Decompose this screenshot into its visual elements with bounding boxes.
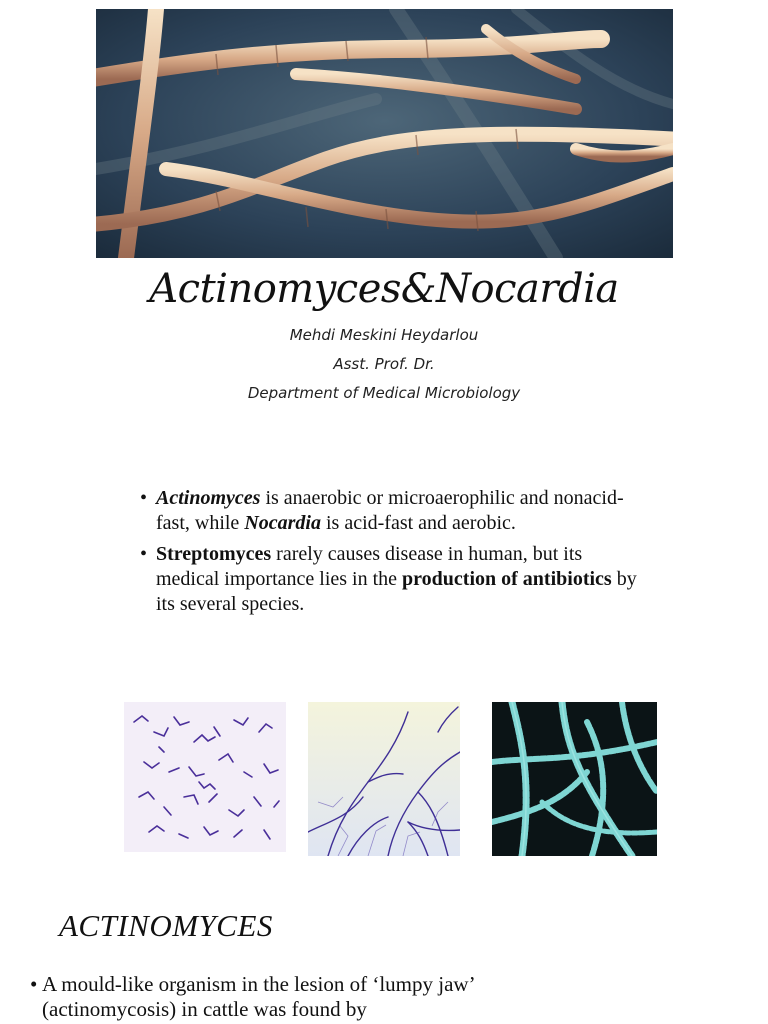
presentation-title: Actinomyces&Nocardia: [149, 266, 619, 312]
bullet-marker: •: [140, 487, 148, 509]
bullet-term: production of antibiotics: [402, 568, 612, 590]
author-name: Mehdi Meskini Heydarlou: [289, 326, 479, 344]
bullet-text: is acid-fast and aerobic.: [320, 512, 516, 534]
author-department: Department of Medical Microbiology: [247, 384, 521, 402]
section-bullet: [30, 972, 512, 1022]
author-rank: Asst. Prof. Dr.: [333, 355, 435, 373]
bullet-text: by its several species.: [156, 568, 637, 615]
streptomyces-render: [492, 702, 657, 856]
bullet-item: [140, 486, 640, 536]
bullet-term: Nocardia: [244, 512, 321, 534]
actinomyces-micrograph: [124, 702, 286, 852]
section-heading: ACTINOMYCES: [59, 908, 273, 943]
nocardia-micrograph: [308, 702, 460, 856]
bullet-item: [140, 542, 640, 617]
section-bullet-text: A mould-like organism in the lesion of ‘lumpy jaw’ (actinomycosis) in cattle was found by: [42, 972, 474, 1021]
hero-image: [96, 9, 673, 258]
bullet-term: Actinomyces: [156, 487, 261, 509]
bullet-term: Streptomyces: [156, 543, 272, 565]
bullet-text: is anaerobic or microaerophilic and nonacid-fast, while: [156, 487, 624, 534]
partial-image: [536, 1019, 742, 1024]
bullet-marker: •: [30, 972, 38, 996]
intro-bullet-list: [140, 486, 640, 623]
bullet-marker: •: [140, 543, 148, 565]
bullet-text: rarely causes disease in human, but its medical importance lies in the: [156, 543, 583, 590]
